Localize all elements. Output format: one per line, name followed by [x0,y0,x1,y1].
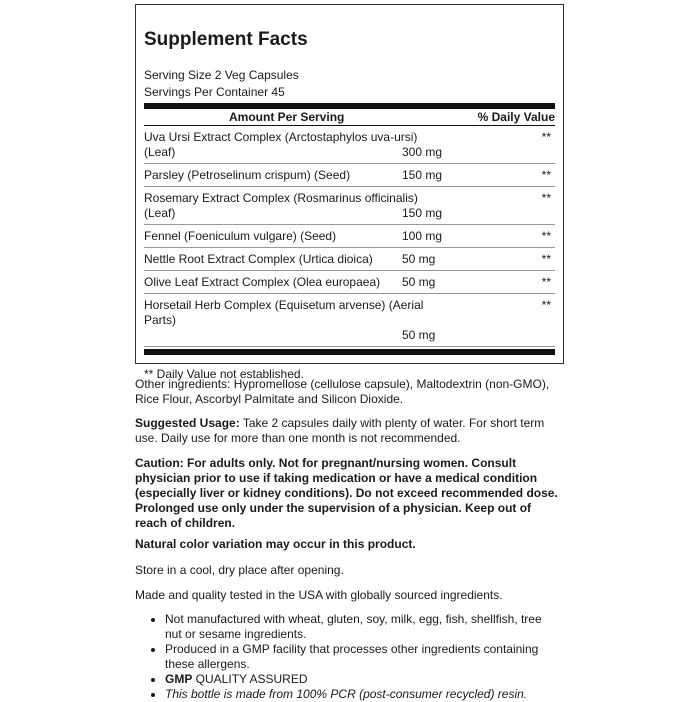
servings-per-container: Servings Per Container 45 [144,85,285,99]
allergen-bullets [147,612,557,702]
nutrient-amount: 300 mg [402,145,443,159]
nutrient-dv: ** [541,298,551,312]
nutrient-name: Fennel (Foeniculum vulgare) (Seed) [144,229,337,243]
suggested-usage-text: Take 2 capsules daily with plenty of water. For short term use. Daily use for more than one month is not recommended. [135,416,545,445]
nutrient-row [144,294,555,347]
nutrient-name: Rosemary Extract Complex (Rosmarinus officinalis) [144,191,418,205]
nutrient-name-cont: Parts) [144,313,177,327]
nutrient-name: Uva Ursi Extract Complex (Arctostaphylos uva-ursi) [144,130,418,144]
nutrient-row [144,126,555,164]
nutrient-dv: ** [541,168,551,182]
other-ingredients: Other ingredients: Hypromellose (cellulose capsule), Maltodextrin (non-GMO), Rice Flour, Ascorbyl Palmitate and Silicon Dioxide. [135,377,550,406]
nutrient-name: Olive Leaf Extract Complex (Olea europaea) [144,275,381,289]
thick-divider-bottom [144,349,555,355]
header-amount: Amount Per Serving [229,110,345,124]
bullet-item: • Produced in a GMP facility that processes other ingredients containing these allergens. [165,642,557,672]
nutrient-name-cont: (Leaf) [144,145,176,159]
storage-note: Store in a cool, dry place after opening. [135,563,344,577]
header-daily-value: % Daily Value [477,110,555,124]
nutrient-amount: 50 mg [402,275,436,289]
daily-value-footnote: ** Daily Value not established. [144,367,304,381]
caution-text: Caution: For adults only. Not for pregnant/nursing women. Consult physician prior to use if taking medication or have a medical condition (especially liver or kidney conditions). Do not exceed recommended dose. Prolonged use only under the supervision of a physician. Keep out of reach of children. [135,456,558,530]
supplement-facts-panel [135,4,564,381]
suggested-usage-label: Suggested Usage: [135,416,240,430]
nutrient-dv: ** [541,229,551,243]
nutrient-row [144,271,555,294]
nutrient-dv: ** [541,191,551,205]
nutrient-row [144,187,555,225]
nutrient-dv: ** [541,130,551,144]
nutrient-row [144,225,555,248]
nutrient-dv: ** [541,252,551,266]
nutrient-amount: 150 mg [402,168,443,182]
bullet-item [165,672,557,687]
nutrient-amount: 50 mg [402,328,436,342]
bullet-item: • This bottle is made from 100% PCR (post-consumer recycled) resin. [165,687,557,702]
facts-header-row [144,109,555,126]
nutrient-dv: ** [541,275,551,289]
gmp-text: QUALITY ASSURED [192,672,308,686]
serving-size: Serving Size 2 Veg Capsules [144,68,299,82]
nutrient-amount: 50 mg [402,252,436,266]
nutrient-name-cont: (Leaf) [144,206,176,220]
nutrient-name: Parsley (Petroselinum crispum) (Seed) [144,168,351,182]
bullet-item: • Not manufactured with wheat, gluten, soy, milk, egg, fish, shellfish, tree nut or sesame ingredients. [165,612,557,642]
suggested-usage [135,416,565,446]
facts-title: Supplement Facts [144,29,308,50]
nutrient-name: Horsetail Herb Complex (Equisetum arvense) (Aerial [144,298,424,312]
nutrient-amount: 150 mg [402,206,443,220]
color-variation-note: Natural color variation may occur in this product. [135,537,416,551]
nutrient-row [144,248,555,271]
made-in-usa-note: Made and quality tested in the USA with globally sourced ingredients. [135,588,503,602]
gmp-label: GMP [165,672,193,686]
nutrient-name: Nettle Root Extract Complex (Urtica dioica) [144,252,373,266]
nutrient-row [144,164,555,187]
nutrient-amount: 100 mg [402,229,443,243]
